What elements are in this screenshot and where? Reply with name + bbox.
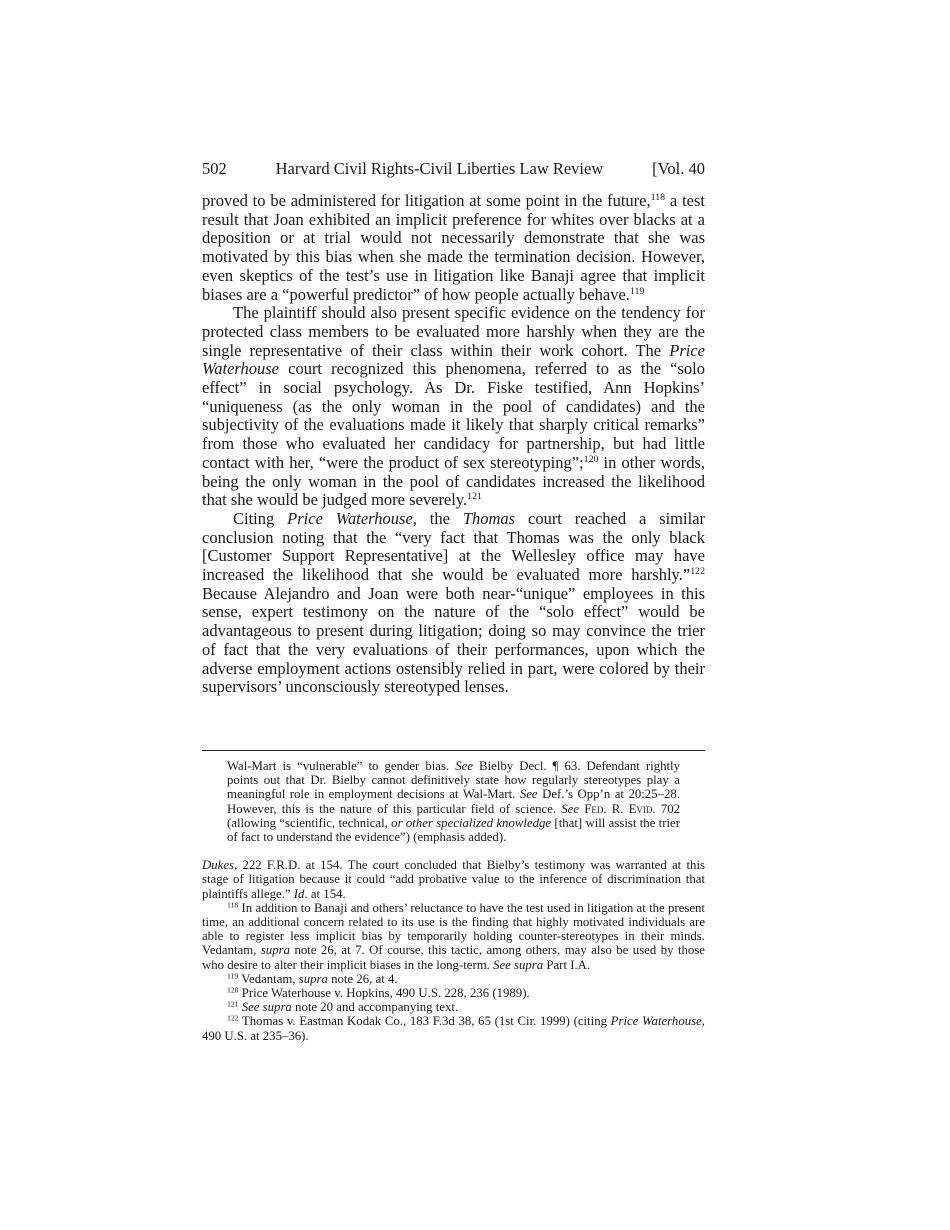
footnote-ref[interactable]: 119: [629, 285, 645, 297]
footnote-ref[interactable]: 122: [690, 566, 705, 578]
footnote-121: $^{121}$ See supra note 20 and accompanying text.: [227, 999, 459, 1015]
running-header: [202, 158, 705, 180]
footnote-divider: [202, 750, 705, 751]
footnotes: [202, 759, 705, 1043]
footnote-ref[interactable]: 121: [467, 491, 482, 503]
footnote-120: $^{120}$ Price Waterhouse v. Hopkins, 490 U.S. 228, 236 (1989).: [227, 985, 530, 1001]
volume-label: [Vol. 40: [652, 159, 705, 178]
footnote-ref[interactable]: 118: [650, 192, 666, 204]
footnote-119: $^{119}$ Vedantam, supra note 26, at 4.: [227, 971, 398, 986]
footnote-ref[interactable]: 120: [583, 453, 599, 465]
footnote-continued: Dukes, 222 F.R.D. at 154. The court concluded that Bielby’s testimony was warranted at this stage of litigation because it could “add probative value to the inference of discrimination that plaintiffs allege.” Id. at 154.: [202, 858, 705, 901]
page-number: 502: [202, 159, 227, 178]
body-text: [202, 192, 705, 697]
paragraph: Citing Price Waterhouse, the Thomas court reached a similar conclusion noting that the “very fact that Thomas was the only black [Customer Support Representative] at the Wellesley office may have increased the likelihood that she would be evaluated more harshly.”$^{122}$ Because Alejandro and Joan were both near-“unique” employees in this sense, expert testimony on the nature of the “solo effect” would be advantageous to present during litigation; doing so may convince the trier of fact that the very evaluations of their performances, upon which the adverse employment actions ostensibly relied in part, were colored by their supervisors’ unconsciously stereotyped lenses.: [202, 508, 705, 697]
footnote-continued-quote: Wal-Mart is “vulnerable” to gender bias. See Bielby Decl. ¶ 63. Defendant rightly points out that Dr. Bielby cannot definitively state how regularly stereotypes play a meaningful role in employment decisions at Wal-Mart. See Def.’s Opp’n at 20:25–28. However, this is the nature of this particular field of science. See Fed. R. Evid. 702 (allowing “scientific, technical, or other specialized knowledge [that] will assist the trier of fact to understand the evidence”) (emphasis added).: [227, 759, 681, 845]
journal-title: Harvard Civil Rights-Civil Liberties Law Review: [275, 159, 604, 178]
paragraph: proved to be administered for litigation at some point in the future,$^{118}$ a test result that Joan exhibited an implicit preference for whites over blacks at a deposition or at trial would not necessarily demonstrate that she was motivated by this bias when she made the termination decision. However, even skeptics of the test’s use in litigation like Banaji agree that implicit biases are a “powerful predictor” of how people actually behave.$^{119}$: [202, 191, 705, 304]
footnote-118: $^{118}$ In addition to Banaji and others’ reluctance to have the test used in litigation at the present time, an additional concern related to its use is the finding that highly motivated individuals are able to register less implicit bias by temporarily holding counter-stereotypes in their minds. Vedantam, supra note 26, at 7. Of course, this tactic, among others, may also be used by those who desire to alter their implicit biases in the long-term. See supra Part I.A.: [202, 900, 705, 972]
footnote-122: $^{122}$ Thomas v. Eastman Kodak Co., 183 F.3d 38, 65 (1st Cir. 1999) (citing Price Waterhouse, 490 U.S. at 235–36).: [202, 1013, 705, 1043]
page: [202, 158, 705, 697]
paragraph: The plaintiff should also present specific evidence on the tendency for protected class members to be evaluated more harshly when they are the single representative of their class within their work cohort. The Price Waterhouse court recognized this phenomena, referred to as the “solo effect” in social psychology. As Dr. Fiske testified, Ann Hopkins’ “uniqueness (as the only woman in the pool of candidates) and the subjectivity of the evaluations made it likely that sharply critical remarks” from those who evaluated her candidacy for partnership, but had little contact with her, “were the product of sex stereotyping”;$^{120}$ in other words, being the only woman in the pool of candidates increased the likelihood that she would be judged more severely.$^{121}$: [202, 303, 705, 510]
